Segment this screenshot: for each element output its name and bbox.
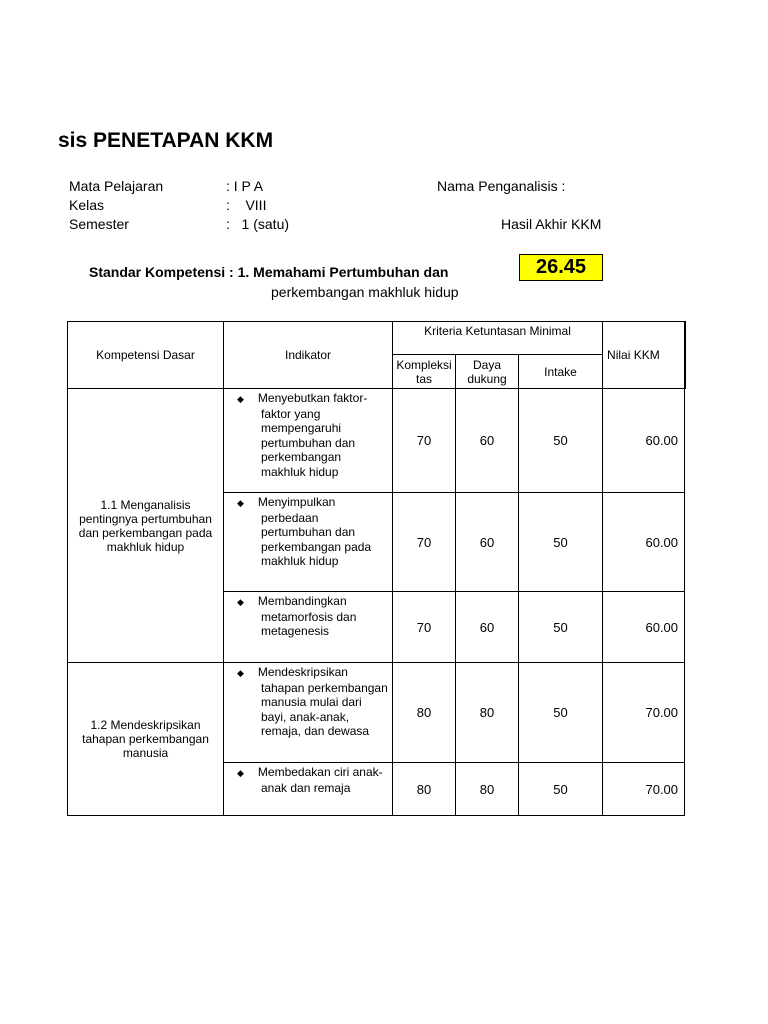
kompleksitas-cell: 70 [393, 493, 456, 592]
daya-dukung-cell: 60 [456, 389, 519, 493]
table-row [68, 389, 685, 493]
daya-dukung-cell: 60 [456, 592, 519, 663]
kompleksitas-cell: 80 [393, 663, 456, 763]
kompleksitas-cell: 80 [393, 763, 456, 816]
header-daya-dukung: Daya dukung [456, 355, 519, 389]
daya-dukung-cell: 60 [456, 493, 519, 592]
intake-cell: 50 [519, 763, 603, 816]
nilai-kkm-cell: 70.00 [603, 663, 685, 763]
indikator-text: Membedakan ciri anak-anak dan remaja [257, 765, 383, 795]
page-title: sis PENETAPAN KKM [58, 129, 274, 152]
intake-cell: 50 [519, 493, 603, 592]
header-nilai-kkm: Nilai KKM [603, 322, 685, 389]
intake-cell: 50 [519, 663, 603, 763]
indikator-text: Menyimpulkan perbedaan pertumbuhan dan perkembangan pada makhluk hidup [257, 495, 372, 568]
hasil-akhir-value: 26.45 [519, 254, 603, 281]
kompetensi-dasar-cell: 1.2 Mendeskripsikan tahapan perkembangan manusia [68, 663, 224, 816]
kelas-label: Kelas [69, 197, 105, 213]
nama-penganalisis-label: Nama Penganalisis : [437, 178, 566, 194]
header-kriteria: Kriteria Ketuntasan Minimal [393, 322, 603, 355]
intake-cell: 50 [519, 389, 603, 493]
daya-dukung-cell: 80 [456, 663, 519, 763]
header-kompleksitas: Kompleksi tas [393, 355, 456, 389]
table-row [68, 663, 685, 763]
indikator-cell [224, 389, 393, 493]
kompetensi-dasar-cell: 1.1 Menganalisis pentingnya pertumbuhan dan perkembangan pada makhluk hidup [68, 389, 224, 663]
header-indikator: Indikator [224, 322, 393, 389]
daya-dukung-cell: 80 [456, 763, 519, 816]
nilai-kkm-cell: 70.00 [603, 763, 685, 816]
mata-pelajaran-label: Mata Pelajaran [69, 178, 164, 194]
indikator-cell [224, 663, 393, 763]
kompleksitas-cell: 70 [393, 389, 456, 493]
indikator-cell [224, 763, 393, 816]
indikator-cell [224, 493, 393, 592]
kkm-table [67, 321, 686, 816]
bullet-icon: ◆ [237, 768, 244, 778]
standar-value-line2: perkembangan makhluk hidup [271, 284, 459, 300]
nilai-kkm-cell: 60.00 [603, 592, 685, 663]
header-intake: Intake [519, 355, 603, 389]
indikator-text: Menyebutkan faktor-faktor yang mempengaruhi pertumbuhan dan perkembangan makhluk hidup [257, 391, 368, 479]
semester-value: : 1 (satu) [226, 216, 290, 232]
standar-kompetensi [89, 264, 448, 280]
indikator-text: Membandingkan metamorfosis dan metagenesis [257, 594, 357, 638]
bullet-icon: ◆ [237, 394, 244, 404]
nilai-kkm-cell: 60.00 [603, 493, 685, 592]
bullet-icon: ◆ [237, 668, 244, 678]
mata-pelajaran-value: : I P A [226, 178, 264, 194]
hasil-akhir-label: Hasil Akhir KKM [501, 216, 602, 232]
nilai-kkm-cell: 60.00 [603, 389, 685, 493]
indikator-cell [224, 592, 393, 663]
intake-cell: 50 [519, 592, 603, 663]
bullet-icon: ◆ [237, 597, 244, 607]
kelas-value: : VIII [226, 197, 267, 213]
indikator-text: Mendeskripsikan tahapan perkembangan manusia mulai dari bayi, anak-anak, remaja, dan dewasa [257, 665, 388, 738]
kompleksitas-cell: 70 [393, 592, 456, 663]
standar-label: Standar Kompetensi : [89, 264, 234, 280]
header-kompetensi-dasar: Kompetensi Dasar [68, 322, 224, 389]
table-header-row [68, 322, 685, 355]
standar-value-line1: 1. Memahami Pertumbuhan dan [237, 264, 449, 280]
bullet-icon: ◆ [237, 498, 244, 508]
semester-label: Semester [69, 216, 129, 232]
